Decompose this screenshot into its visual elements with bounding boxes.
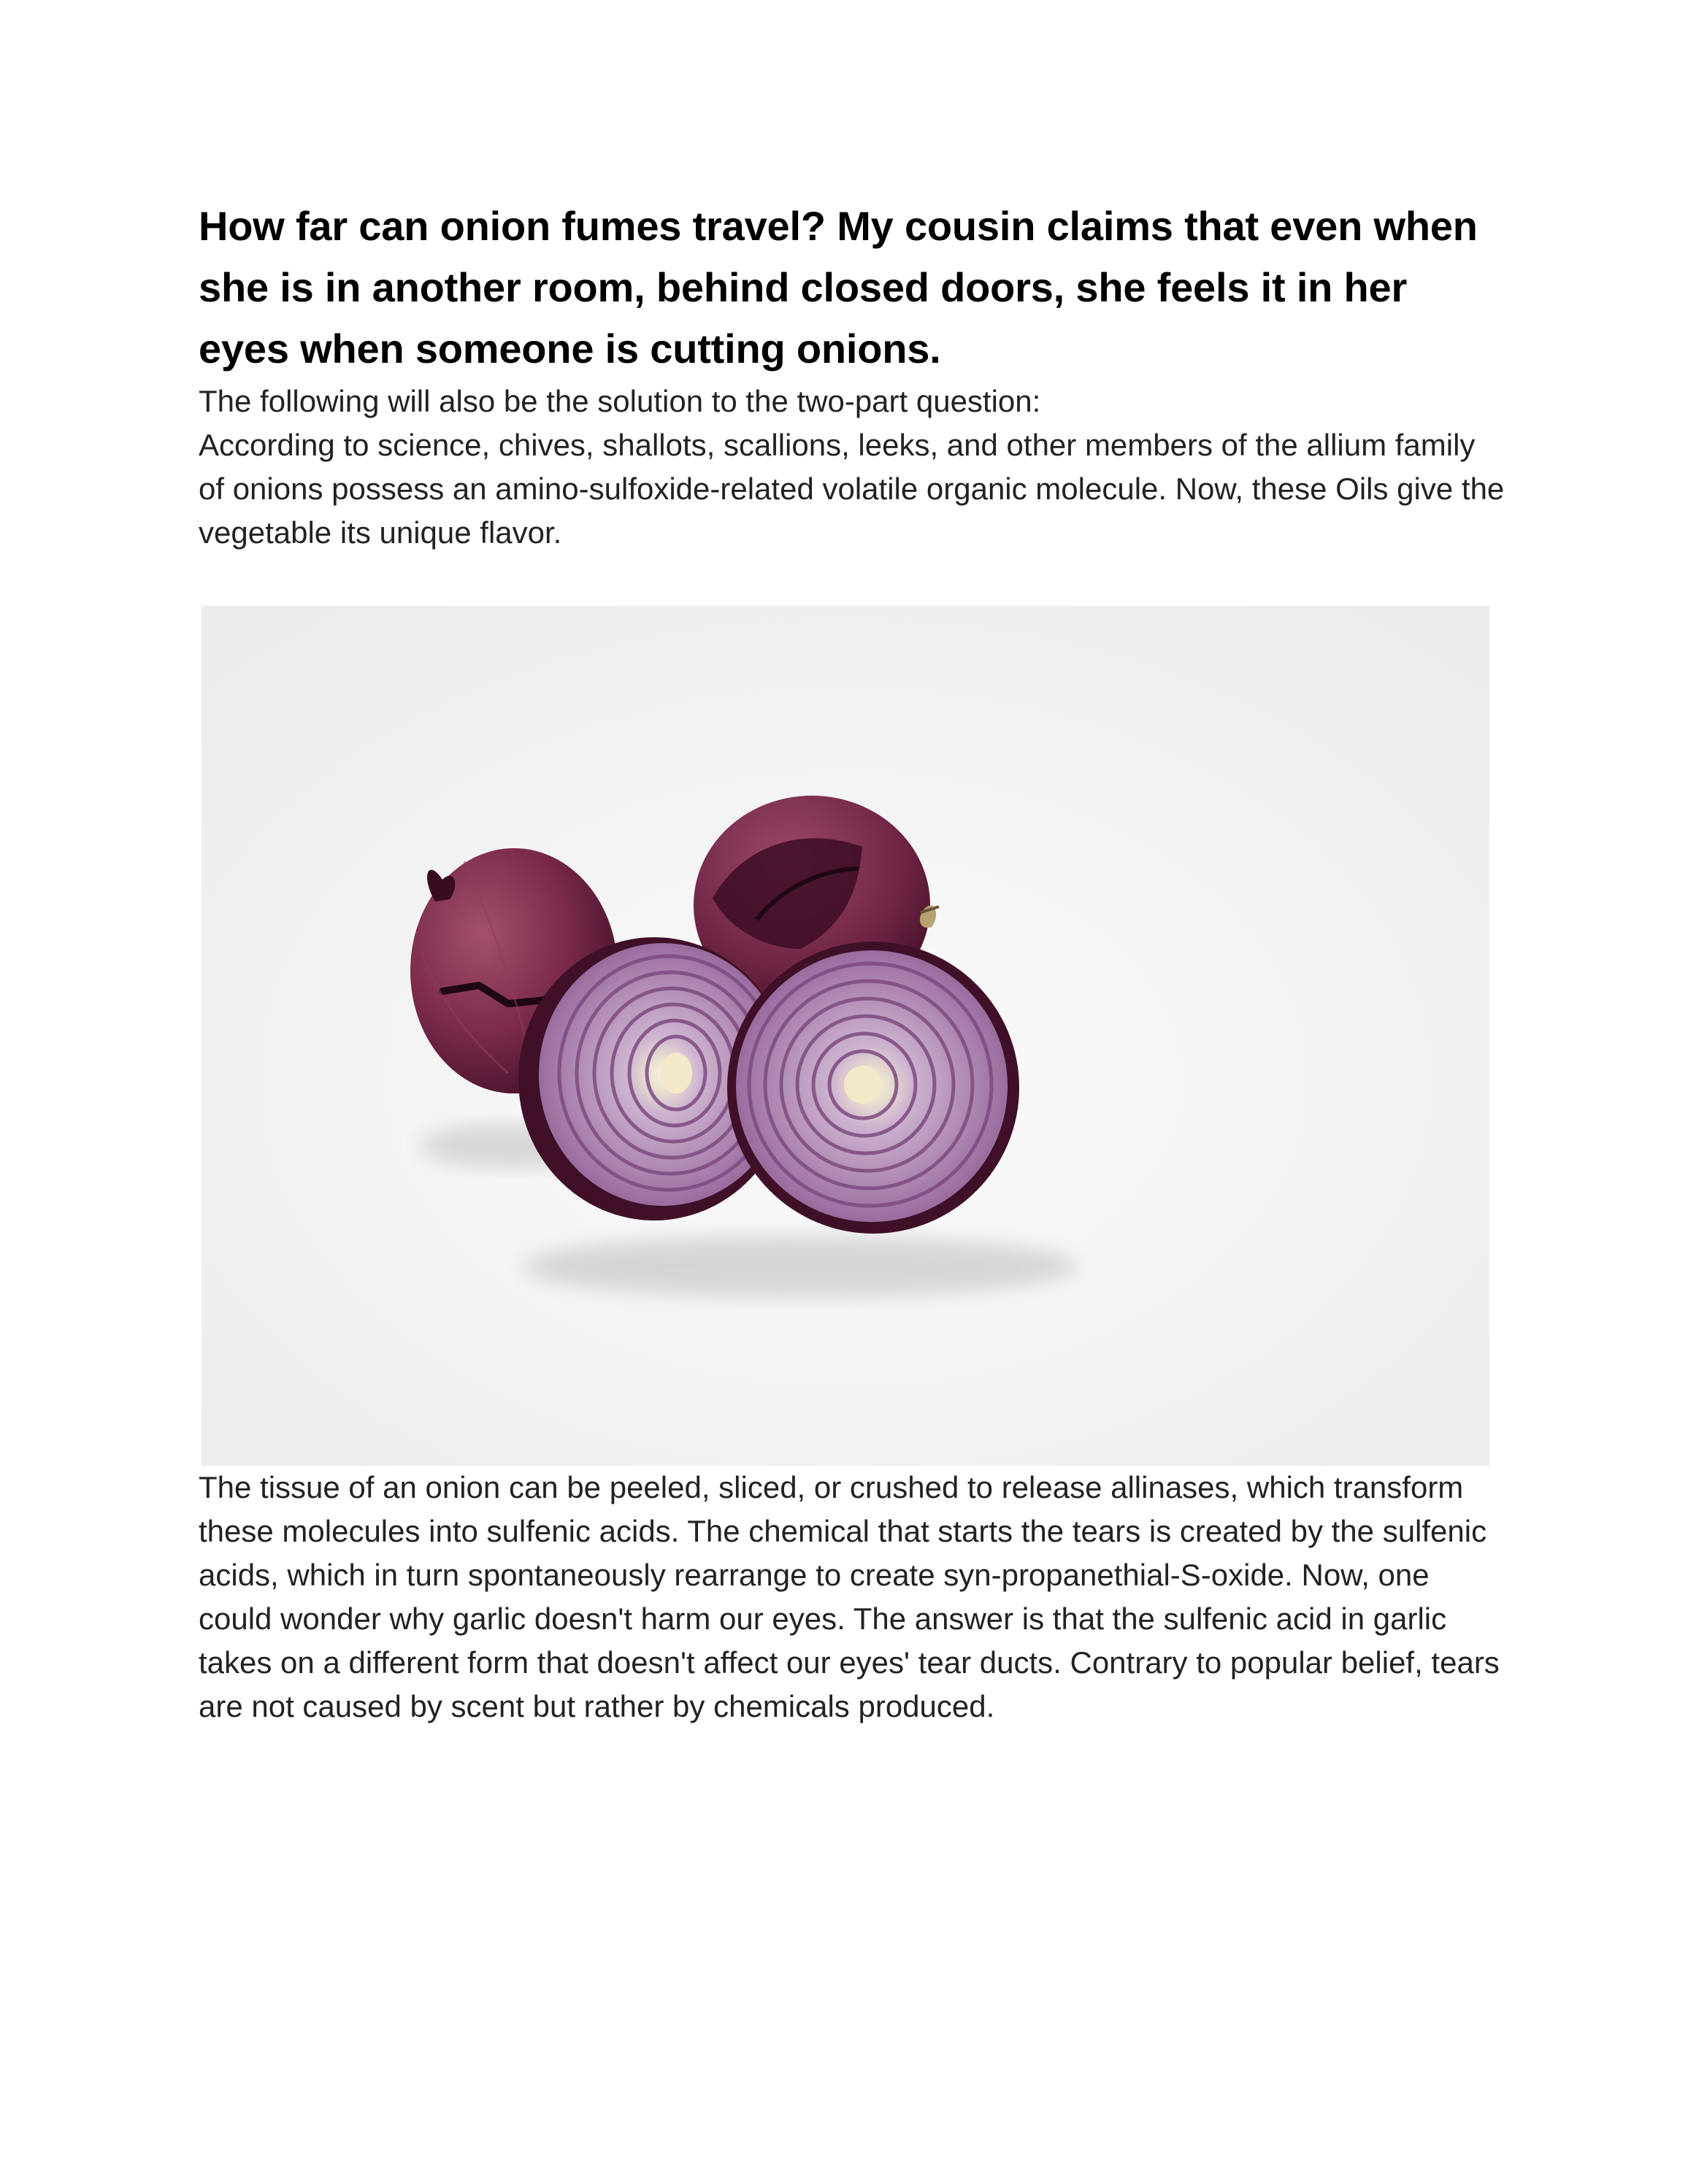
intro-paragraph: The following will also be the solution to the two-part question: — [199, 384, 1041, 418]
allium-paragraph: According to science, chives, shallots, scallions, leeks, and other members of the allium family of onions possess an amino-sulfoxide-related volatile organic molecule. Now, these Oils give the vegetable its unique flavor. — [199, 428, 1505, 550]
document-page — [199, 196, 1505, 1729]
article-title: How far can onion fumes travel? My cousin claims that even when she is in another room, behind closed doors, she feels it in her eyes when someone is cutting onions. — [199, 203, 1478, 372]
onions-illustration — [202, 606, 1489, 1466]
onion-half-right — [727, 942, 1019, 1234]
red-onions-photo — [202, 606, 1489, 1466]
tear-chemistry-paragraph: The tissue of an onion can be peeled, sliced, or crushed to release allinases, which transform these molecules into sulfenic acids. The chemical that starts the tears is created by the sulfenic acids, which in turn spontaneously rearrange to create syn-propanethial-S-oxide. Now, one could wonder why garlic doesn't harm our eyes. The answer is that the sulfenic acid in garlic takes on a different form that doesn't affect our eyes' tear ducts. Contrary to popular belief, tears are not caused by scent but rather by chemicals produced. — [199, 1470, 1500, 1723]
